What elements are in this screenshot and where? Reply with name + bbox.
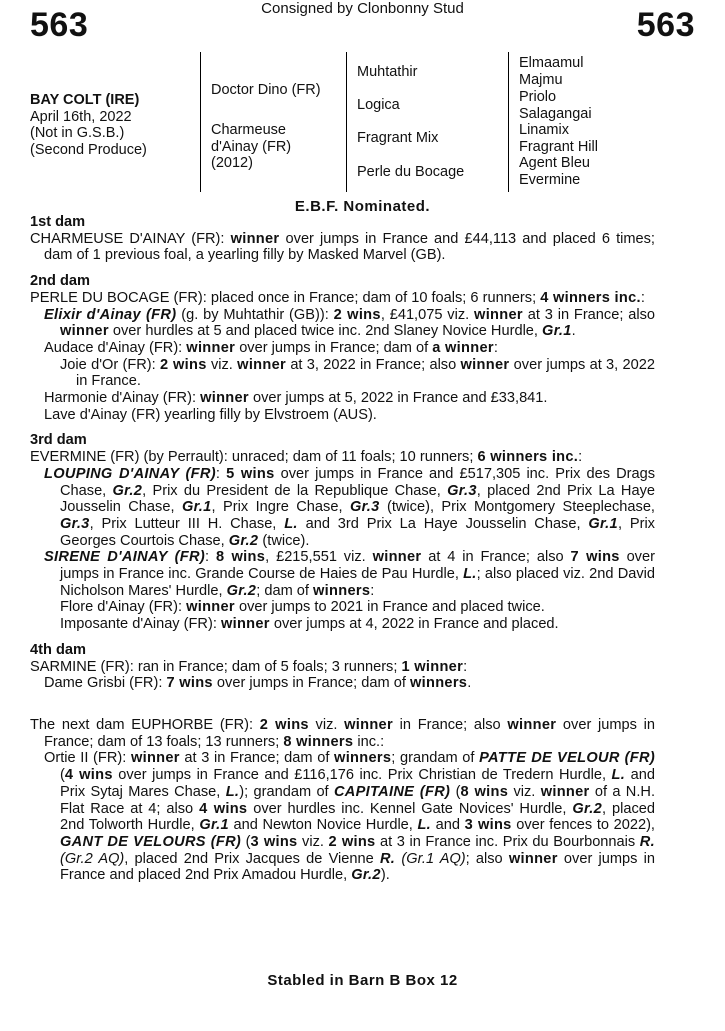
section-2nd-dam: 2nd dam (30, 273, 91, 290)
produce-note: (Second Produce) (30, 141, 147, 158)
progeny-entry: Dame Grisbi (FR): 7 wins over jumps in France; dam of winners. (44, 675, 472, 692)
gen2-item: Fragrant Mix (357, 130, 439, 146)
progeny-entry: Lave d'Ainay (FR) yearling filly by Elvstroem (AUS). (44, 406, 377, 423)
sire: Doctor Dino (FR) (211, 82, 321, 98)
pedigree-gen1 (200, 52, 356, 192)
progeny-entry: SIRENE D'AINAY (FR): 8 wins, £215,551 viz. winner at 4 in France; also 7 wins over jumps in France inc. Grande Course de Haies de Pau Hurdle, L.; also placed viz. 2nd David Nicholson Mares' Hurdle, Gr.2; dam of winners: (44, 549, 656, 599)
gen2-item: Logica (357, 97, 400, 113)
pedigree-gen2 (346, 52, 522, 192)
progeny-entry: Audace d'Ainay (FR): winner over jumps in France; dam of a winner: (44, 339, 498, 356)
dam: Charmeuse d'Ainay (FR) (2012) (211, 122, 292, 171)
lot-number: 563 (30, 6, 89, 44)
gen3-item: Majmu (519, 72, 563, 88)
progeny-entry: LOUPING D'AINAY (FR): 5 wins over jumps in France and £517,305 inc. Prix des Drags Chase, Gr.2, Prix du President de la Republique Chase, Gr.3, placed 2nd Prix La Haye Jousselin Chase, Gr.1, Prix Ingre Chase, Gr.3 (twice), Prix Montgomery Steeplechase, Gr.3, Prix Lutteur III H. Chase, L. and 3rd Prix La Haye Jousselin Chase, Gr.1, Prix Georges Courtois Chase, Gr.2 (twice). (44, 465, 656, 549)
gen2-item: Perle du Bocage (357, 164, 465, 180)
gen3-item: Priolo (519, 89, 557, 105)
gsb-status: (Not in G.S.B.) (30, 125, 125, 141)
consignor: Consigned by Clonbonny Stud (261, 0, 464, 17)
ebf-nominated: E.B.F. Nominated. (294, 198, 431, 215)
section-4th-dam: 4th dam (30, 641, 86, 658)
section-1st-dam: 1st dam (30, 214, 86, 230)
gen3-item: Agent Bleu (519, 155, 590, 171)
progeny-entry: Imposante d'Ainay (FR): winner over jumps at 4, 2022 in France and placed. (60, 616, 559, 633)
gen3-item: Salagangai (519, 106, 592, 122)
gen3-item: Linamix (519, 122, 569, 138)
gen3-item: Elmaamul (519, 55, 584, 71)
dam-entry: CHARMEUSE D'AINAY (FR): winner over jumps in France and £44,113 and placed 6 times; dam of 1 previous foal, a yearling filly by Masked Marvel (GB). (30, 230, 655, 264)
horse-info (30, 92, 195, 158)
horse-name: BAY COLT (IRE) (30, 92, 140, 108)
catalogue-body (30, 214, 655, 884)
progeny-entry: Flore d'Ainay (FR): winner over jumps to 2021 in France and placed twice. (60, 599, 545, 616)
dam-entry: SARMINE (FR): ran in France; dam of 5 foals; 3 runners; 1 winner: (30, 658, 468, 675)
foaling-date: April 16th, 2022 (30, 108, 132, 125)
stabling-info: Stabled in Barn B Box 12 (267, 972, 458, 989)
gen2-item: Muhtathir (357, 64, 418, 80)
dam-entry: The next dam EUPHORBE (FR): 2 wins viz. winner in France; also winner over jumps in France; dam of 13 foals; 13 runners; 8 winners inc.: (30, 716, 656, 750)
pedigree-table (30, 52, 700, 192)
progeny-entry: Joie d'Or (FR): 2 wins viz. winner at 3, 2022 in France; also winner over jumps at 3, 2022 in France. (60, 356, 655, 390)
section-3rd-dam: 3rd dam (30, 432, 87, 449)
gen3-item: Fragrant Hill (519, 139, 598, 155)
lot-number-right: 563 (636, 6, 695, 44)
gen3-item: Evermine (519, 172, 581, 188)
dam-entry: PERLE DU BOCAGE (FR): placed once in France; dam of 10 foals; 6 runners; 4 winners inc.: (30, 289, 645, 306)
pedigree-gen3 (508, 52, 699, 192)
progeny-entry: Harmonie d'Ainay (FR): winner over jumps at 5, 2022 in France and £33,841. (44, 390, 548, 407)
progeny-entry: Elixir d'Ainay (FR) (g. by Muhtathir (GB)): 2 wins, £41,075 viz. winner at 3 in France; also winner over hurdles at 5 and placed twice inc. 2nd Slaney Novice Hurdle, Gr.1. (44, 306, 655, 340)
progeny-entry: Ortie II (FR): winner at 3 in France; dam of winners; grandam of PATTE DE VELOUR (FR) (4 wins over jumps in France and £116,176 inc. Prix Christian de Tredern Hurdle, L. and Prix Sytaj Mares Chase, L.); grandam of CAPITAINE (FR) (8 wins viz. winner of a N.H. Flat Race at 4; also 4 wins over hurdles inc. Kennel Gate Novices' Hurdle, Gr.2, placed 2nd Tolworth Hurdle, Gr.1 and Newton Novice Hurdle, L. and 3 wins over fences to 2022), GANT DE VELOURS (FR) (3 wins viz. 2 wins at 3 in France inc. Prix du Bourbonnais R. (Gr.2 AQ), placed 2nd Prix Jacques de Vienne R. (Gr.1 AQ); also winner over jumps in France and placed 2nd Prix Amadou Hurdle, Gr.2). (44, 750, 655, 884)
dam-entry: EVERMINE (FR) (by Perrault): unraced; dam of 11 foals; 10 runners; 6 winners inc.: (30, 449, 583, 466)
